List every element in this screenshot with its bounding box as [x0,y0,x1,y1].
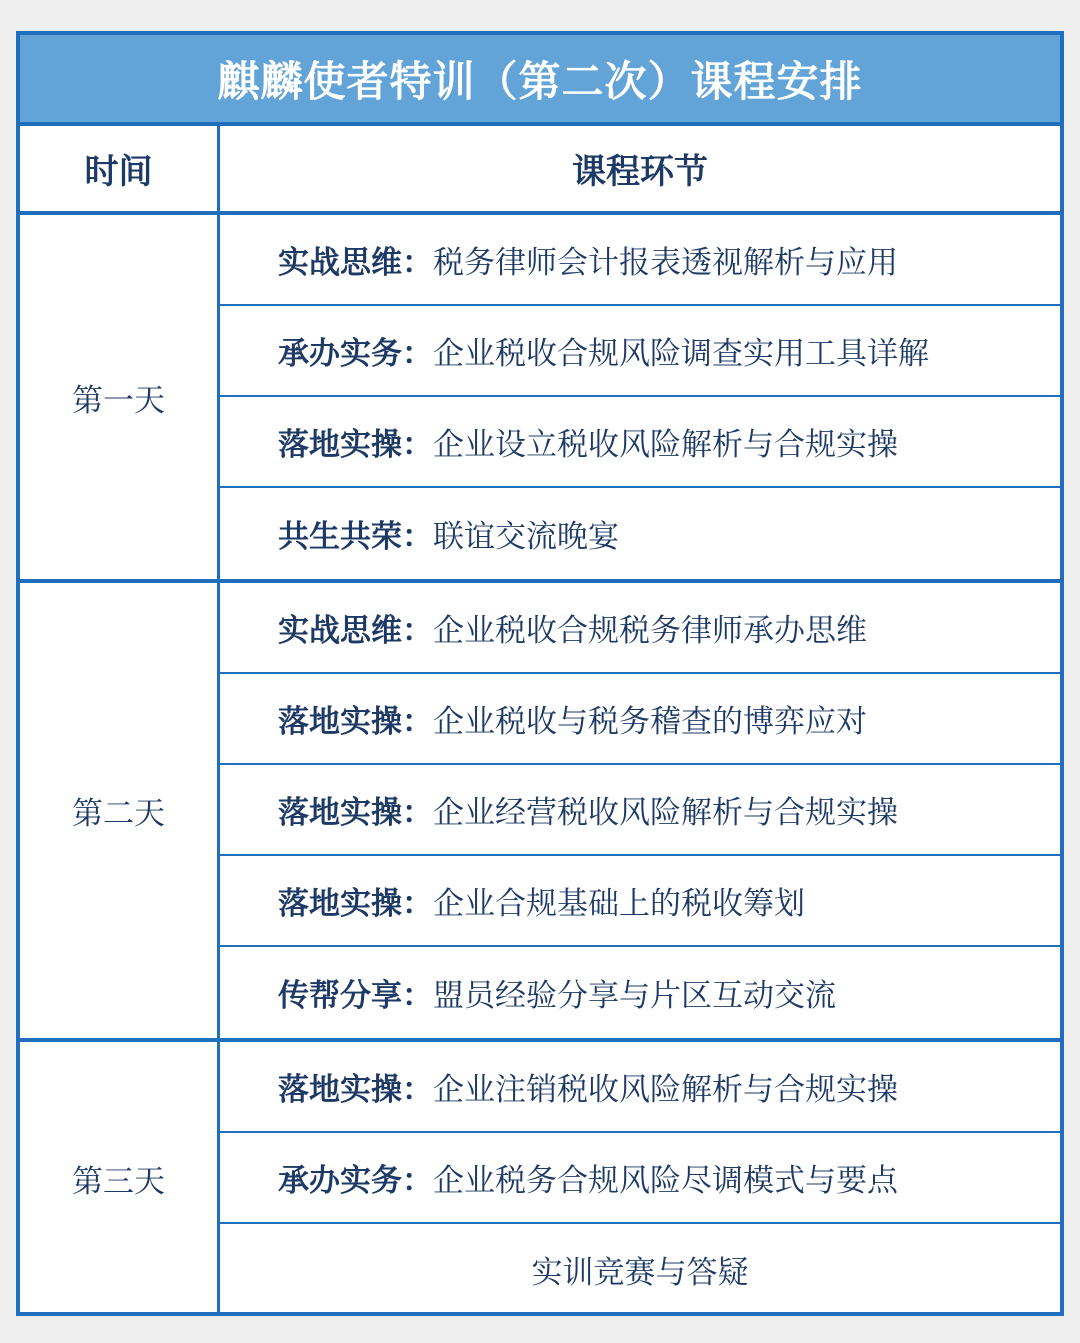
course-item [220,947,1060,1038]
course-category: 落地实操： [278,795,433,831]
day-label: 第一天 [20,215,220,579]
course-category: 承办实务： [278,336,433,372]
course-item [220,1224,1060,1315]
course-item [220,306,1060,397]
course-item [220,397,1060,488]
course-text: 联谊交流晚宴 [433,519,619,555]
course-item [220,856,1060,947]
course-category: 承办实务： [278,1163,433,1199]
course-item [220,1133,1060,1224]
day-items [220,1042,1060,1315]
day-block [20,583,1060,1042]
course-text: 盟员经验分享与片区互动交流 [433,978,836,1014]
day-items [220,583,1060,1038]
course-item [220,1042,1060,1133]
header-row [20,126,1060,215]
course-text: 企业注销税收风险解析与合规实操 [433,1072,898,1108]
course-text: 企业税收合规风险调查实用工具详解 [433,336,929,372]
course-item [220,583,1060,674]
course-category: 实战思维： [278,245,433,281]
day-label: 第二天 [20,583,220,1038]
course-text: 企业合规基础上的税收筹划 [433,886,805,922]
course-text: 企业经营税收风险解析与合规实操 [433,795,898,831]
day-block [20,215,1060,583]
course-item [220,765,1060,856]
course-category: 落地实操： [278,1072,433,1108]
course-item [220,674,1060,765]
course-category: 共生共荣： [278,519,433,555]
course-category: 传帮分享： [278,978,433,1014]
course-category: 落地实操： [278,886,433,922]
course-text: 企业税收与税务稽查的博弈应对 [433,704,867,740]
day-items [220,215,1060,579]
course-text: 企业税务合规风险尽调模式与要点 [433,1163,898,1199]
day-label: 第三天 [20,1042,220,1315]
course-text: 实训竞赛与答疑 [531,1255,749,1291]
day-block [20,1042,1060,1315]
table-title: 麒麟使者特训（第二次）课程安排 [20,35,1060,126]
course-text: 税务律师会计报表透视解析与应用 [433,245,898,281]
course-text: 企业税收合规税务律师承办思维 [433,613,867,649]
header-course: 课程环节 [572,152,708,192]
course-category: 落地实操： [278,704,433,740]
course-category: 实战思维： [278,613,433,649]
course-item [220,488,1060,579]
header-time: 时间 [20,126,220,211]
course-item [220,215,1060,306]
course-category: 落地实操： [278,427,433,463]
schedule-table [16,31,1064,1316]
course-text: 企业设立税收风险解析与合规实操 [433,427,898,463]
